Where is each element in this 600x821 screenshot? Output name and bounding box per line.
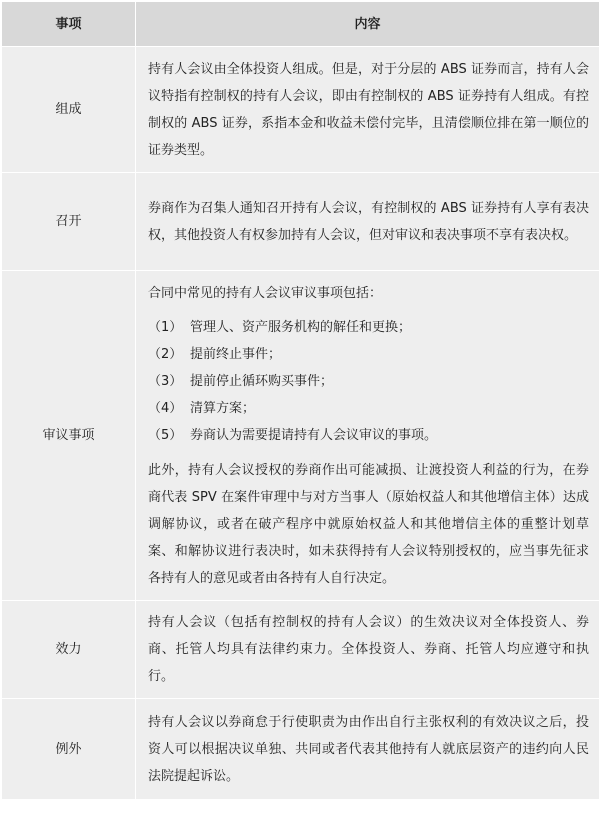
list-item-text: 券商认为需要提请持有人会议审议的事项。 [190, 427, 438, 443]
header-item: 事项 [2, 2, 136, 47]
list-item-text: 提前终止事件； [190, 346, 282, 362]
row-text: 券商作为召集人通知召开持有人会议，有控制权的 ABS 证券持有人享有表决权，其他投资人有权参加持有人会议，但对审议和表决事项不享有表决权。 [148, 200, 589, 243]
row-content [136, 699, 600, 800]
review-items-list [148, 314, 589, 449]
list-item-number: （4） [148, 400, 183, 416]
list-item [148, 341, 589, 368]
row-content [136, 271, 600, 601]
list-item-number: （1） [148, 319, 183, 335]
row-content [136, 601, 600, 699]
list-item [148, 422, 589, 449]
table-row-convening [2, 173, 600, 271]
row-text: 持有人会议（包括有控制权的持有人会议）的生效决议对全体投资人、券商、托管人均具有法律约束力。全体投资人、券商、托管人均应遵守和执行。 [148, 615, 589, 684]
row-label: 审议事项 [2, 271, 136, 601]
table-row-effect [2, 601, 600, 699]
list-item [148, 368, 589, 395]
list-item-number: （2） [148, 346, 183, 362]
row-label: 召开 [2, 173, 136, 271]
row-label: 组成 [2, 47, 136, 173]
rules-table [1, 1, 600, 800]
row-label: 效力 [2, 601, 136, 699]
list-item [148, 314, 589, 341]
table-row-review-matters [2, 271, 600, 601]
row-content [136, 173, 600, 271]
list-item-text: 提前停止循环购买事件； [190, 373, 334, 389]
table-row-exception [2, 699, 600, 800]
row-text: 持有人会议由全体投资人组成。但是，对于分层的 ABS 证券而言，持有人会议特指有控制权的持有人会议，即由有控制权的 ABS 证券持有人组成。有控制权的 ABS 证券，系指本金和收益未偿付完毕，且清偿顺位排在第一顺位的证券类型。 [148, 61, 589, 158]
table-header-row [2, 2, 600, 47]
row-content [136, 47, 600, 173]
list-item-text: 管理人、资产服务机构的解任和更换； [190, 319, 412, 335]
row-extra-text: 此外，持有人会议授权的券商作出可能减损、让渡投资人利益的行为，在券商代表 SPV 在案件审理中与对方当事人（原始权益人和其他增信主体）达成调解协议，或者在破产程序中就原始权益人和其他增信主体的重整计划草案、和解协议进行表决时，如未获得持有人会议特别授权的，应当事先征求各持有人的意见或者由各持有人自行决定。 [148, 462, 589, 586]
list-item [148, 395, 589, 422]
list-item-text: 清算方案； [190, 400, 256, 416]
row-label: 例外 [2, 699, 136, 800]
row-text: 持有人会议以券商怠于行使职责为由作出自行主张权利的有效决议之后，投资人可以根据决议单独、共同或者代表其他持有人就底层资产的违约向人民法院提起诉讼。 [148, 714, 589, 784]
list-item-number: （5） [148, 427, 183, 443]
list-item-number: （3） [148, 373, 183, 389]
row-intro: 合同中常见的持有人会议审议事项包括： [148, 285, 383, 301]
table-row-composition [2, 47, 600, 173]
header-content: 内容 [136, 2, 600, 47]
